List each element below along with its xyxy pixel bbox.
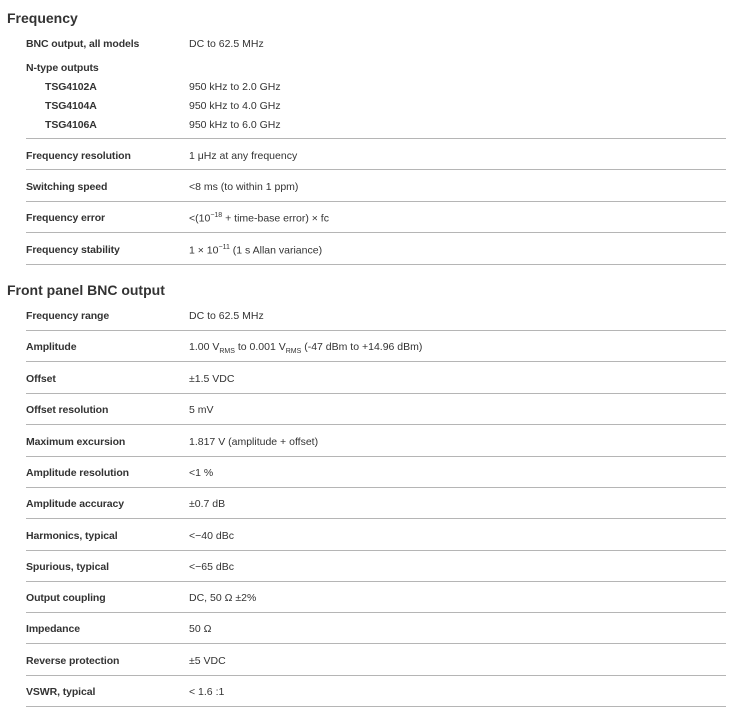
spec-label: Amplitude accuracy xyxy=(26,498,124,510)
section-title-bnc-output: Front panel BNC output xyxy=(7,282,165,298)
subscript: RMS xyxy=(285,348,302,356)
subscript: RMS xyxy=(219,348,235,356)
spec-value: <1 % xyxy=(189,467,214,479)
exponent: −11 xyxy=(218,244,230,251)
spec-value: <−40 dBc xyxy=(189,530,234,542)
row-divider xyxy=(26,581,726,582)
section-title-frequency: Frequency xyxy=(7,10,78,26)
spec-value: ±0.7 dB xyxy=(189,498,226,510)
model-value: 950 kHz to 6.0 GHz xyxy=(189,119,281,131)
spec-value: 1 μHz at any frequency xyxy=(189,150,298,162)
row-divider xyxy=(26,264,726,265)
spec-label: Harmonics, typical xyxy=(26,530,118,542)
model-value: 950 kHz to 2.0 GHz xyxy=(189,81,281,93)
value-text: to 0.001 V xyxy=(234,341,286,353)
model-label: TSG4106A xyxy=(45,119,97,131)
row-divider xyxy=(26,518,726,519)
row-divider xyxy=(26,330,726,331)
spec-label: Frequency resolution xyxy=(26,150,131,162)
row-divider xyxy=(26,232,726,233)
spec-label: Spurious, typical xyxy=(26,561,109,573)
row-divider xyxy=(26,675,726,676)
spec-value xyxy=(189,212,329,225)
spec-value: <8 ms (to within 1 ppm) xyxy=(189,181,299,193)
spec-label: Offset resolution xyxy=(26,404,109,416)
spec-value: < 1.6 :1 xyxy=(189,686,225,698)
spec-value: 5 mV xyxy=(189,404,214,416)
spec-value: DC to 62.5 MHz xyxy=(189,38,264,50)
spec-value: 50 Ω xyxy=(189,623,212,635)
spec-label: BNC output, all models xyxy=(26,38,140,50)
model-label: TSG4102A xyxy=(45,81,97,93)
spec-label: Maximum excursion xyxy=(26,436,126,448)
spec-label: Offset xyxy=(26,373,56,385)
spec-label: Frequency range xyxy=(26,310,110,322)
value-text: (1 s Allan variance) xyxy=(229,244,323,257)
spec-label: Impedance xyxy=(26,623,80,635)
row-divider xyxy=(26,612,726,613)
value-text: (-47 dBm to +14.96 dBm) xyxy=(301,341,423,353)
value-text: <(10 xyxy=(189,212,211,225)
row-divider xyxy=(26,361,726,362)
spec-value: 1.817 V (amplitude + offset) xyxy=(189,436,319,448)
spec-label: Output coupling xyxy=(26,592,106,604)
row-divider xyxy=(26,424,726,425)
spec-value: <−65 dBc xyxy=(189,561,234,573)
spec-label: Frequency error xyxy=(26,212,106,224)
spec-value xyxy=(189,244,322,257)
row-divider xyxy=(26,201,726,202)
value-text: 1 × 10 xyxy=(189,244,219,257)
model-label: TSG4104A xyxy=(45,100,97,112)
spec-value: DC, 50 Ω ±2% xyxy=(189,592,257,604)
spec-value xyxy=(189,341,422,355)
value-text: 1.00 V xyxy=(189,341,220,353)
spec-value: DC to 62.5 MHz xyxy=(189,310,264,322)
spec-label: Switching speed xyxy=(26,181,108,193)
spec-label: N-type outputs xyxy=(26,62,99,74)
spec-label: Amplitude resolution xyxy=(26,467,130,479)
row-divider xyxy=(26,456,726,457)
row-divider xyxy=(26,706,726,707)
exponent: −18 xyxy=(210,212,223,219)
row-divider xyxy=(26,169,726,170)
row-divider xyxy=(26,550,726,551)
row-divider xyxy=(26,138,726,139)
spec-label: Amplitude xyxy=(26,341,77,353)
spec-label: VSWR, typical xyxy=(26,686,96,698)
spec-label: Frequency stability xyxy=(26,244,120,256)
spec-label: Reverse protection xyxy=(26,655,120,667)
spec-value: ±1.5 VDC xyxy=(189,373,235,385)
row-divider xyxy=(26,487,726,488)
spec-value: ±5 VDC xyxy=(189,655,226,667)
value-text: + time-base error) × fc xyxy=(222,212,329,225)
model-value: 950 kHz to 4.0 GHz xyxy=(189,100,281,112)
row-divider xyxy=(26,393,726,394)
row-divider xyxy=(26,643,726,644)
